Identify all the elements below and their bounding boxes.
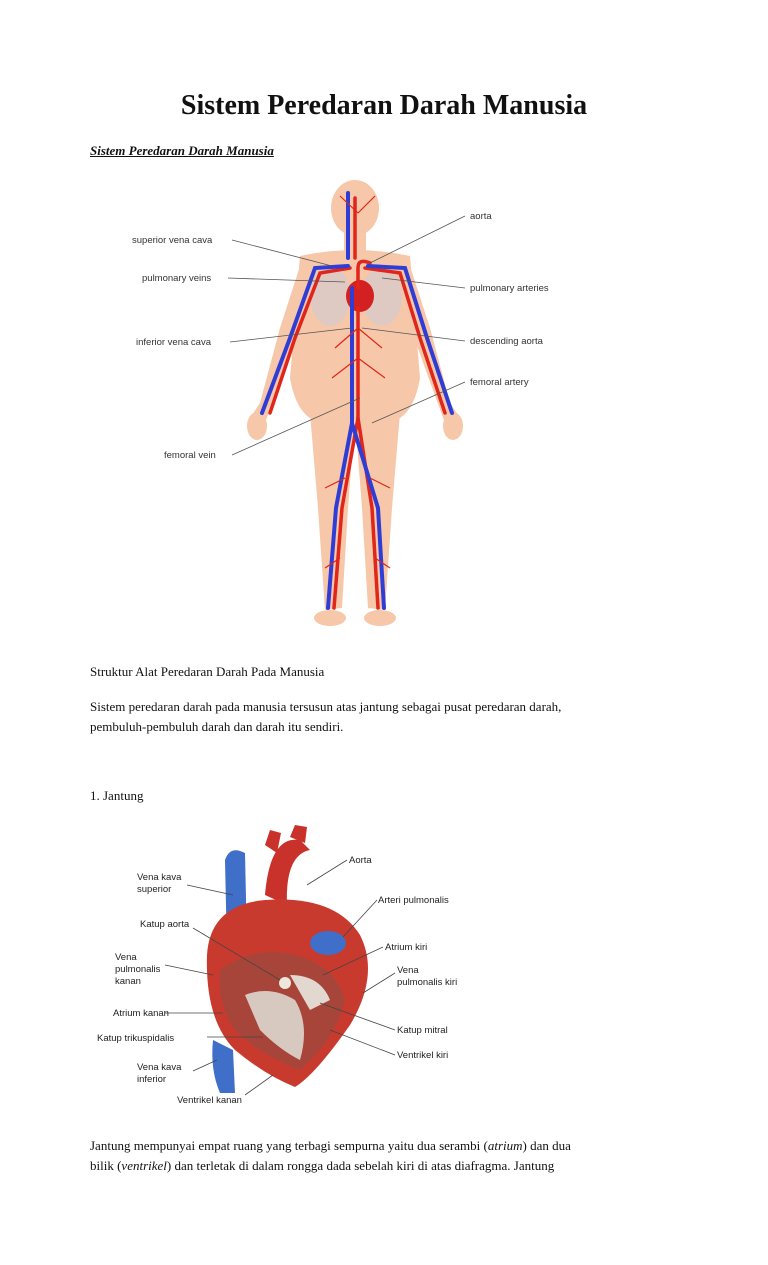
label-vena-pulmonalis-kanan-1: Vena	[115, 952, 137, 963]
atrium-term: atrium	[487, 1138, 523, 1153]
label-pulmonary-veins: pulmonary veins	[142, 273, 212, 284]
intro-paragraph	[90, 697, 561, 737]
label-katup-aorta: Katup aorta	[140, 919, 190, 930]
label-vena-kava-inferior-1: Vena kava	[137, 1062, 182, 1073]
intro-line-2: pembuluh-pembuluh darah dan darah itu sendiri.	[90, 719, 344, 734]
label-arteri-pulmonalis: Arteri pulmonalis	[378, 895, 449, 906]
label-pulmonary-arteries: pulmonary arteries	[470, 283, 549, 294]
intro-line-1: Sistem peredaran darah pada manusia tersusun atas jantung sebagai pusat peredaran darah,	[90, 699, 562, 714]
label-vena-kava-superior-2: superior	[137, 884, 172, 895]
label-superior-vena-cava: superior vena cava	[132, 235, 213, 246]
label-femoral-artery: femoral artery	[470, 377, 529, 388]
circulatory-system-figure	[120, 178, 580, 644]
page-title: Sistem Peredaran Darah Manusia	[180, 90, 588, 121]
label-katup-trikuspidalis: Katup trikuspidalis	[97, 1033, 175, 1044]
heart-paragraph	[90, 1136, 571, 1176]
label-vena-kava-superior-1: Vena kava	[137, 872, 182, 883]
heart-line-2-text-b: ) dan terletak di dalam rongga dada sebelah kiri di atas diafragma. Jantung	[166, 1158, 555, 1173]
label-vena-pulmonalis-kanan-3: kanan	[115, 976, 141, 987]
label-atrium-kiri: Atrium kiri	[385, 942, 428, 953]
label-vena-pulmonalis-kanan-2: pulmonalis	[115, 964, 161, 975]
list-item-jantung: 1. Jantung	[90, 788, 144, 803]
label-atrium-kanan: Atrium kanan	[113, 1008, 169, 1019]
label-ventrikel-kanan: Ventrikel kanan	[177, 1095, 242, 1106]
label-vena-pulmonalis-kiri-2: pulmonalis kiri	[397, 977, 458, 988]
heart-line-1-text-a: Jantung mempunyai empat ruang yang terbagi sempurna yaitu dua serambi (	[90, 1138, 488, 1153]
heart-line-1-text-b: ) dan dua	[522, 1138, 571, 1153]
ventrikel-term: ventrikel	[121, 1158, 167, 1173]
label-aorta-heart: Aorta	[349, 855, 372, 866]
human-body-icon	[247, 180, 463, 626]
label-inferior-vena-cava: inferior vena cava	[136, 337, 211, 348]
heart-line-2-text-a: bilik (	[90, 1158, 122, 1173]
subtitle-link[interactable]: Sistem Peredaran Darah Manusia	[90, 143, 274, 158]
heart-line-1	[90, 1138, 571, 1153]
label-descending-aorta: descending aorta	[470, 336, 543, 347]
label-aorta: aorta	[470, 211, 492, 222]
section-heading: Struktur Alat Peredaran Darah Pada Manusia	[90, 664, 325, 679]
label-femoral-vein: femoral vein	[164, 450, 216, 461]
label-vena-pulmonalis-kiri-1: Vena	[397, 965, 419, 976]
label-katup-mitral: Katup mitral	[397, 1025, 448, 1036]
heart-line-2	[90, 1158, 554, 1173]
label-ventrikel-kiri: Ventrikel kiri	[397, 1050, 449, 1061]
heart-anatomy-figure	[95, 825, 495, 1120]
label-vena-kava-inferior-2: inferior	[137, 1074, 167, 1085]
heart-icon	[207, 825, 368, 1093]
